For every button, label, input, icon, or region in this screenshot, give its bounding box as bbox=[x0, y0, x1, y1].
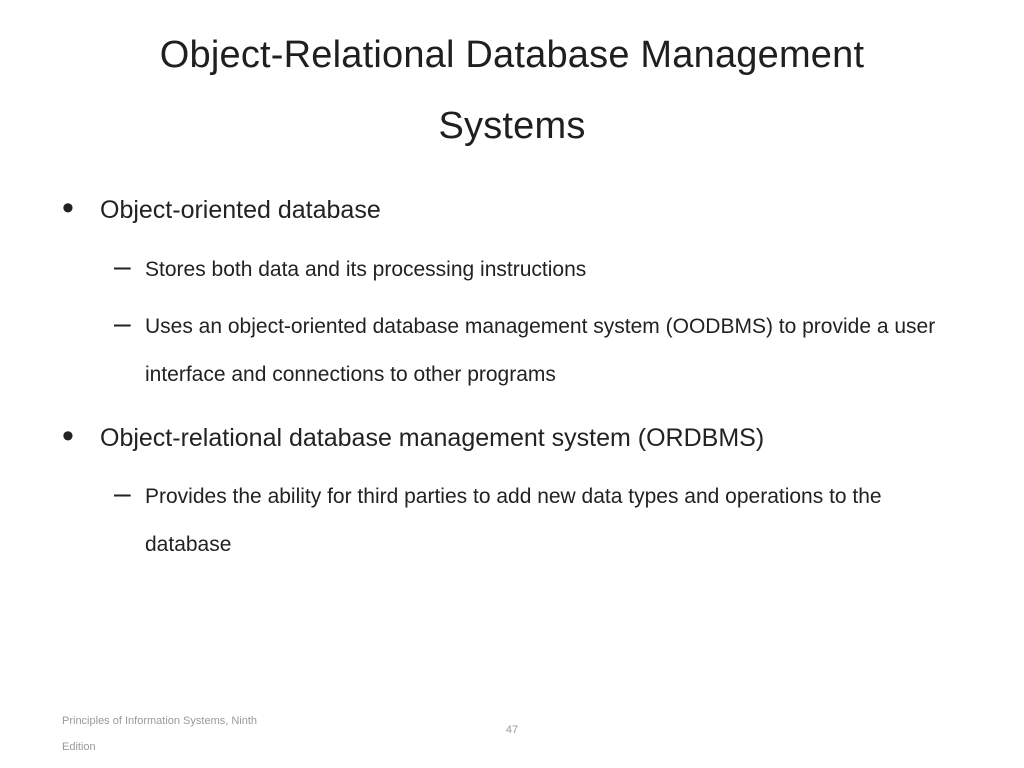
sub-bullet-text: Provides the ability for third parties to add new data types and operations to the database bbox=[145, 485, 882, 556]
sub-bullet-uses-oodbms bbox=[114, 307, 945, 399]
dash-icon: – bbox=[114, 307, 131, 340]
bullet-object-oriented-database bbox=[62, 189, 960, 227]
dash-icon: – bbox=[114, 477, 131, 510]
footer-source: Principles of Information Systems, Ninth Edition bbox=[62, 715, 258, 753]
slide-title-line-2: Systems bbox=[438, 105, 586, 147]
bullet-ordbms bbox=[62, 417, 960, 455]
dash-icon: – bbox=[114, 250, 131, 283]
page-number: 47 bbox=[505, 724, 519, 736]
sub-bullet-text: Stores both data and its processing instructions bbox=[145, 258, 587, 281]
bullet-icon: • bbox=[62, 189, 74, 227]
bullet-text: Object-relational database management system (ORDBMS) bbox=[100, 424, 765, 452]
sub-bullet-stores-data bbox=[114, 250, 945, 294]
sub-bullet-text: Uses an object-oriented database management system (OODBMS) to provide a user interface and connections to other programs bbox=[145, 315, 936, 386]
sub-bullet-third-parties bbox=[114, 477, 945, 569]
bullet-icon: • bbox=[62, 417, 74, 455]
bullet-text: Object-oriented database bbox=[100, 196, 381, 224]
slide-title-line-1: Object-Relational Database Management bbox=[159, 34, 865, 76]
